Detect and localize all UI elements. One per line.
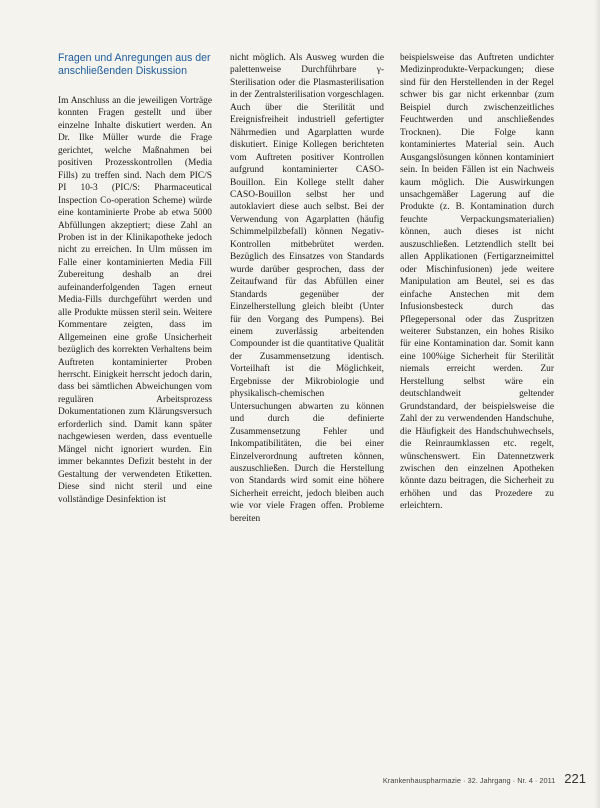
- page-edge-shadow: [594, 0, 600, 808]
- page-number: 221: [564, 771, 586, 786]
- text-column-1: [58, 52, 212, 506]
- text-column-2: [230, 52, 384, 525]
- section-heading: Fragen und Anregungen aus der anschließenden Diskussion: [58, 52, 211, 77]
- body-paragraph-column-1: Im Anschluss an die jeweiligen Vorträge konnten Fragen gestellt und über einzelne Inhalte diskutiert werden. An Dr. Ilke Müller wurde die Frage gerichtet, welche Maßnahmen bei positiven Prozesskontrollen (Media Fills) zu treffen sind. Nach dem PIC/S PI 10-3 (PIC/S: Pharmaceutical Inspection Co-operation Scheme) würde eine kontaminierte Probe ab etwa 5000 Abfüllungen akzeptiert; diese Zahl an Proben ist in der Klinikapotheke jedoch nicht zu erreichen. In Ulm müssen im Falle einer kontaminierten Media Fill Zubereitung deshalb an drei aufeinanderfolgenden Tagen erneut Media-Fills durchgeführt werden und alle Produkte müssen steril sein. Weitere Kommentare zeigten, dass im Allgemeinen eine große Unsicherheit bezüglich des korrekten Verhaltens beim Auftreten kontaminierter Proben herrscht. Einigkeit herrscht jedoch darin, dass bei sämtlichen Abweichungen vom regulären Arbeitsprozess Dokumentationen zum Klärungsversuch erforderlich sind. Damit kann später nachgewiesen werden, dass eventuelle Mängel nicht ignoriert wurden. Ein immer bekanntes Defizit besteht in der Gestaltung der verwendeten Etiketten. Diese sind nicht steril und eine vollständige Desinfektion ist: [58, 96, 212, 505]
- body-paragraph-column-3: beispielsweise das Auftreten undichter Medizinprodukte-Verpackungen; diese sind für den Herstellenden in der Regel schwer bis gar nicht erkennbar (zum Beispiel durch zwischenzeitliches Feuchtwerden und anschließendes Trocknen). Die Folge kann kontaminiertes Material sein. Auch Ausgangslösungen können kontaminiert sein. In beiden Fällen ist ein Nachweis kaum möglich. Die Auswirkungen unsachgemäßer Lagerung auf die Produkte (z. B. Kontamination durch feuchte Verpackungsmaterialien) können, auch dieses ist nicht auszuschließen. Letztendlich stellt bei allen Applikationen (Fertigarzneimittel oder Mischinfusionen) jede weitere Manipulation am Beutel, sei es das einfache Anstechen mit dem Infusionsbesteck durch das Pflegepersonal oder das Zuspritzen weiterer Substanzen, ein hohes Risiko für eine Kontamination dar. Somit kann eine 100%ige Sicherheit für Sterilität niemals erreicht werden. Zur Herstellung selbst wäre ein deutschlandweit geltender Grundstandard, der beispielsweise die Zahl der zu verwendenden Handschuhe, die Häufigkeit des Handschuhwechsels, die Reinraumklassen etc. regelt, wünschenswert. Ein Datennetzwerk zwischen den einzelnen Apotheken könnte dazu beitragen, die Sicherheit zu erhöhen und das Prozedere zu erleichtern.: [400, 53, 554, 512]
- body-paragraph-column-2: nicht möglich. Als Ausweg wurden die palettenweise Durchführbare γ-Sterilisation oder die Plasmasterilisation in der Zentralsterilisation vorgeschlagen. Auch über die Sterilität und Ereignisfreiheit industriell gefertigter Nährmedien und Agarplatten wurde diskutiert. Einige Kollegen berichteten vom Auftreten positiver Kontrollen aufgrund kontaminierter CASO-Bouillon. Ein Kollege stellt daher CASO-Bouillon selbst her und autoklaviert diese auch selbst. Bei der Verwendung von Agarplatten (häufig Schimmelpilzbefall) können Negativ-Kontrollen mitbebrütet werden. Bezüglich des Einsatzes von Standards wurde darüber gesprochen, dass der Zeitaufwand für das Abfüllen einer Standards gegenüber der Einzelherstellung gleich bleibt (Unter für den Vorgang des Pumpens). Bei einem zuverlässig arbeitenden Compounder ist die quantitative Qualität der Zusammensetzung identisch. Vorteilhaft ist die Möglichkeit, Ergebnisse der Mikrobiologie und physikalisch-chemischen Untersuchungen abwarten zu können und durch die definierte Zusammensetzung Fehler und Inkompatibilitäten, die bei einer Einzelverordnung auftreten können, auszuschließen. Durch die Herstellung von Standards wird somit eine höhere Sicherheit erreicht, jedoch bleiben auch wie vor viele Fragen offen. Probleme bereiten: [230, 53, 384, 524]
- journal-citation: Krankenhauspharmazie · 32. Jahrgang · Nr. 4 · 2011: [382, 776, 556, 785]
- page-footer: [383, 771, 586, 786]
- text-column-3: [400, 52, 554, 513]
